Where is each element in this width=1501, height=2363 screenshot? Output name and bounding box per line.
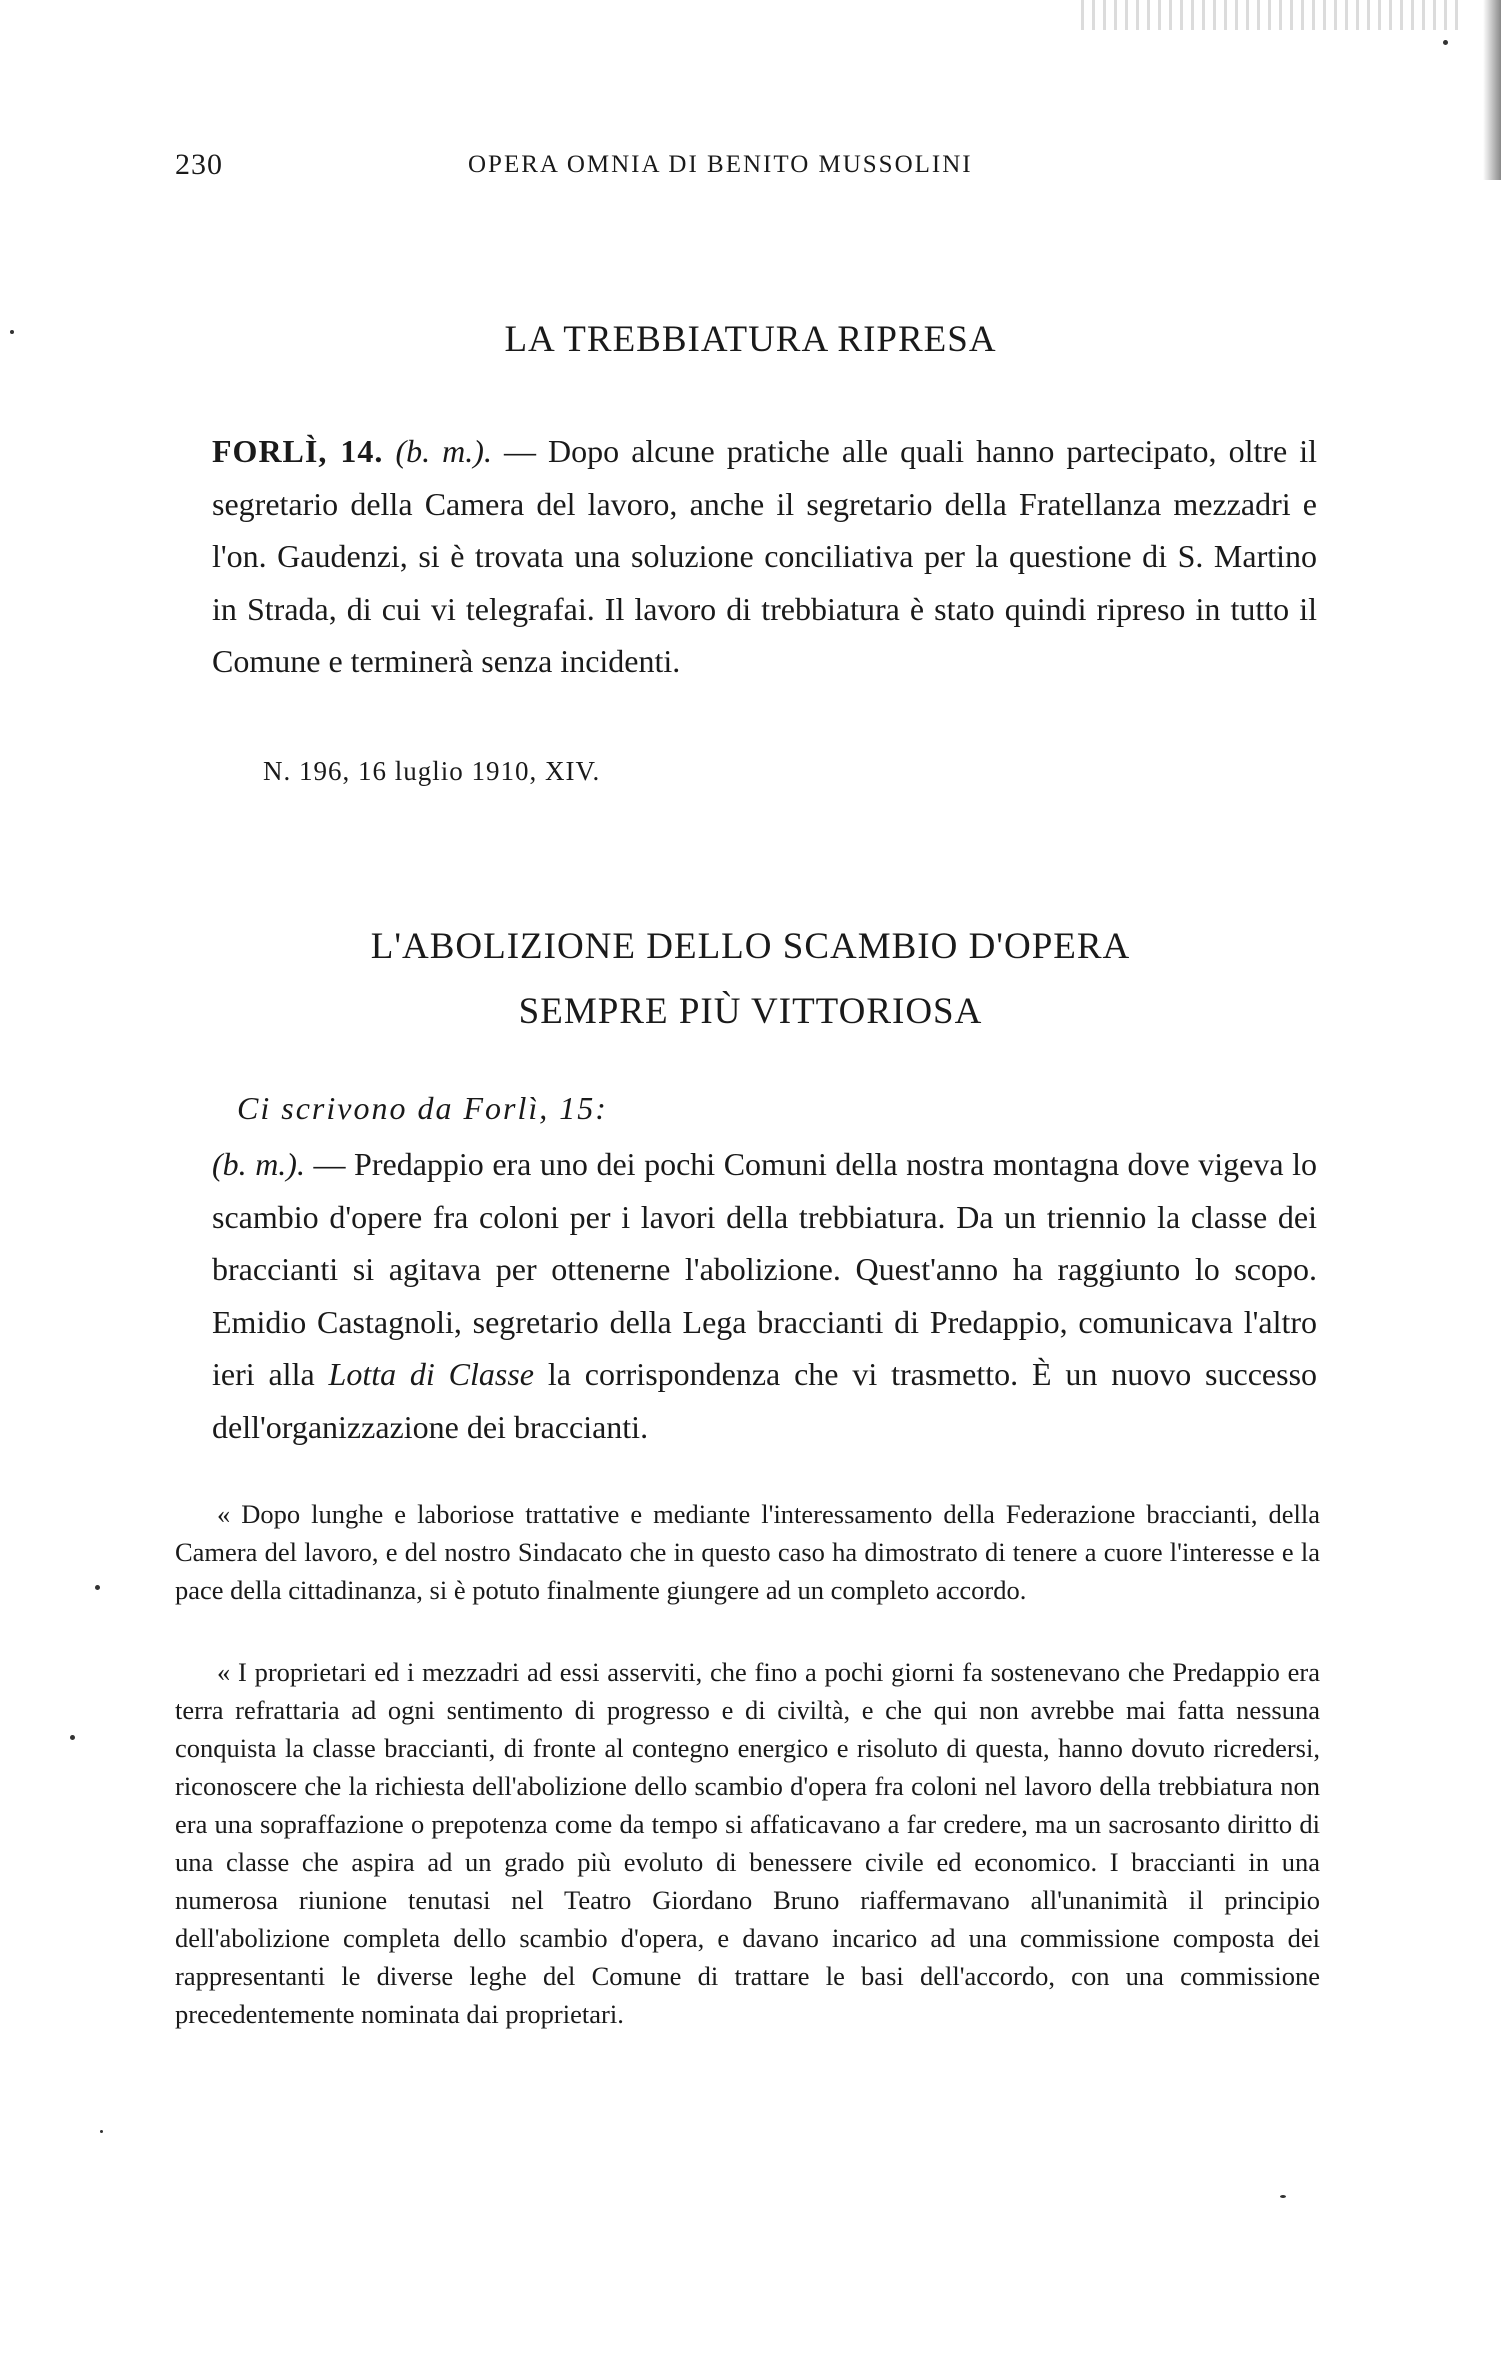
article2-body (212, 1138, 1317, 1453)
scan-noise (1081, 0, 1461, 30)
article2-dateline: Ci scrivono da Forlì, 15: (237, 1090, 608, 1126)
scan-speck (70, 1735, 75, 1740)
page-number: 230 (175, 148, 223, 181)
quote1-text: « Dopo lunghe e laboriose trattative e mediante l'interessamento della Federazione braccianti, della Camera del lavoro, e del nostro Sindacato che in questo caso ha dimostrato di tenere a cuore l'interesse e la pace della cittadinanza, si è potuto finalmente giungere ad un completo accordo. (175, 1499, 1320, 1605)
article1-place-date: FORLÌ, 14. (212, 433, 384, 469)
quote-paragraph-1 (175, 1495, 1320, 1609)
article2-byline: (b. m.). (212, 1146, 305, 1182)
article2-body-part1: — Predappio era uno dei pochi Comuni della nostra montagna dove vigeva lo scambio d'opere fra coloni per i lavori della trebbiatura. Da un triennio la classe dei braccianti si agitava per ottenerne l'abolizione. Quest'anno ha raggiunto lo scopo. Emidio Castagnoli, segretario della Lega braccianti di Predappio, comunicava l'altro ieri alla (212, 1146, 1318, 1392)
running-head: OPERA OMNIA DI BENITO MUSSOLINI (468, 151, 973, 178)
article1-body (212, 425, 1317, 688)
scan-speck (100, 2130, 103, 2133)
article1-byline: (b. m.). (395, 433, 492, 469)
scan-speck (95, 1585, 100, 1590)
newspaper-name: Lotta di Classe (328, 1356, 535, 1392)
article1-body-text: — Dopo alcune pratiche alle quali hanno partecipato, oltre il segretario della Camera del lavoro, anche il segretario della Fratellanza mezzadri e l'on. Gaudenzi, si è trovata una soluzione conciliativa per la questione di S. Martino in Strada, di cui vi telegrafai. Il lavoro di trebbiatura è stato quindi ripreso in tutto il Comune e terminerà senza incidenti. (212, 433, 1318, 679)
scan-edge-shadow (1483, 0, 1501, 180)
scan-speck (1280, 2195, 1286, 2198)
article2-title-line2: SEMPRE PIÙ VITTORIOSA (518, 991, 983, 1032)
article1-source: N. 196, 16 luglio 1910, XIV. (263, 756, 601, 786)
quote2-text: « I proprietari ed i mezzadri ad essi asserviti, che fino a pochi giorni fa sostenevano che Predappio era terra refrattaria ad ogni sentimento di progresso e di civiltà, e che qui non avrebbe mai fatta nessuna conquista la classe braccianti, di fronte al contegno energico e risoluto di questa, hanno dovuto ricredersi, riconoscere che la richiesta dell'abolizione dello scambio d'opera fra coloni nel lavoro della trebbiatura non era una sopraffazione o prepotenza come da tempo si affaticavano a far credere, ma un sacrosanto diritto di una classe che aspira ad un grado più evoluto di benessere civile ed economico. I braccianti in una numerosa riunione tenutasi nel Teatro Giordano Bruno riaffermavano all'unanimità il principio dell'abolizione completa dello scambio d'opera, e davano incarico ad una commissione composta dei rappresentanti le diverse leghe del Comune di trattare le basi dell'accordo, con una commissione precedentemente nominata dai proprietari. (175, 1657, 1320, 2029)
page-header (175, 148, 1305, 188)
quote-paragraph-2 (175, 1653, 1320, 2033)
article2-title-line1: L'ABOLIZIONE DELLO SCAMBIO D'OPERA (370, 926, 1131, 967)
scan-speck (1443, 40, 1448, 45)
article2-body-part2: la corrispondenza che vi trasmetto. È un nuovo successo dell'organizzazione dei braccianti. (212, 1356, 1318, 1445)
article1-title: LA TREBBIATURA RIPRESA (504, 319, 997, 360)
